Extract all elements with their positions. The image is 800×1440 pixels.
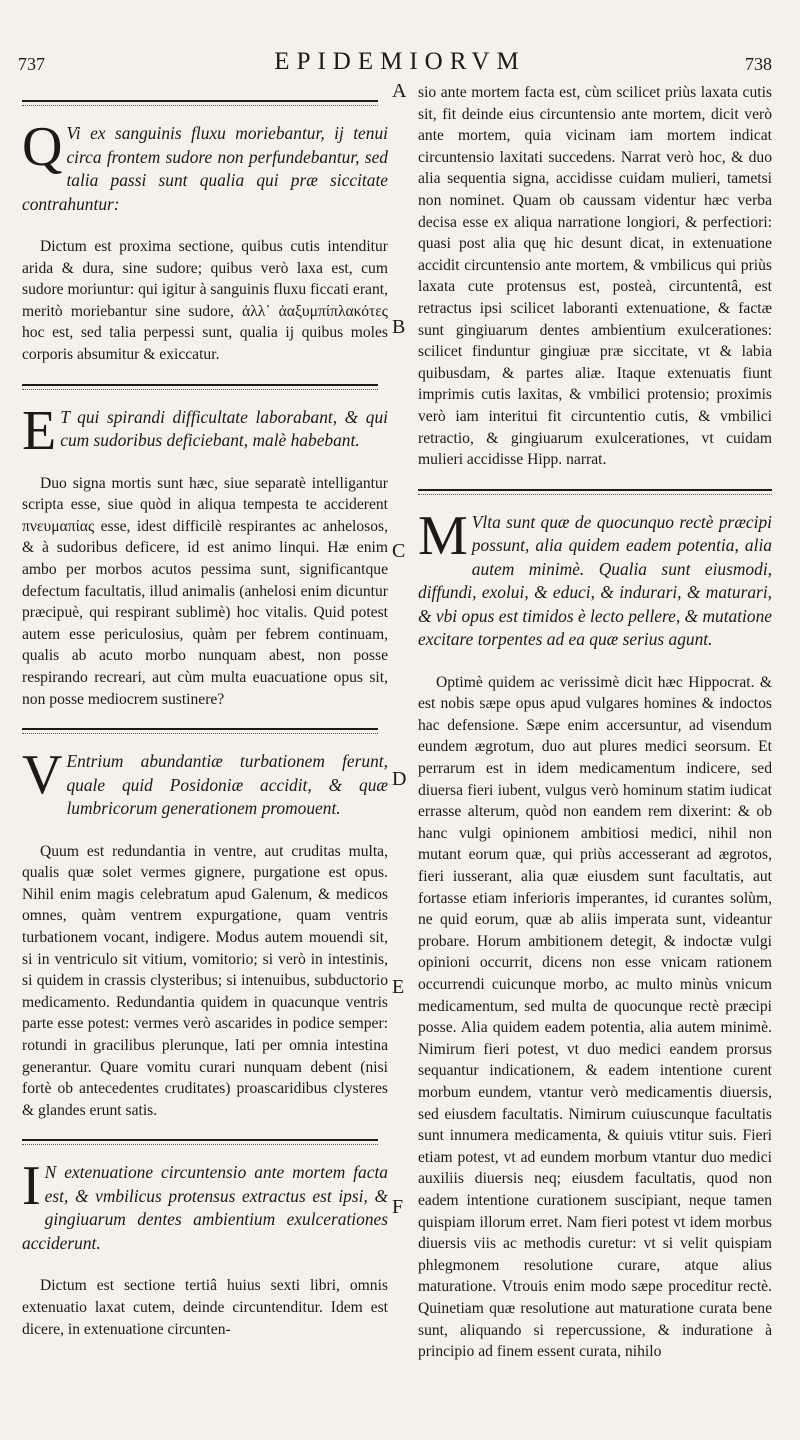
section-spirandi-difficultate <box>22 399 388 711</box>
lemma-text <box>22 1155 388 1255</box>
page-number-left: 737 <box>18 54 45 74</box>
commentary-paragraph: Duo signa mortis sunt hæc, siue separatè intelligantur scripta esse, siue quòd in aliqua tempesta te acciderent πνευμαπίας esse, idest difficilè respirantes ac anhelosos, & à sudoribus deficere, id est animo linqui. Hæ enim ambo per morbos acutos pessima sunt, significantque defectum facultatis, illud animalis (anhelosi enim dicuntur præcipuè, qui respirant sublimè) hoc vitalis. Quid potest autem esse periculosius, quàm per febrem continuam, qualis ab acuto morbo nunquam abest, non posse respirando recreari, aut cùm multa euacuatione opus sit, non posse mediocrem sustinere? <box>22 474 388 708</box>
commentary-paragraph: Dictum est sectione tertiâ huius sexti libri, omnis extenuatio laxat cutem, deinde circuntenditur. Idem est dicere, in extenuatione circunten- <box>22 1277 388 1338</box>
right-column <box>418 82 772 1422</box>
section-rule <box>22 728 378 730</box>
page-number-right: 738 <box>745 54 772 74</box>
lemma-body: T qui spirandi difficultate laborabant, & qui cum sudoribus deficiebant, malè habebant. <box>60 406 388 451</box>
margin-letter-f: F <box>392 1196 404 1218</box>
lemma-text <box>22 399 388 462</box>
drop-cap: V <box>22 744 63 807</box>
lemma-text <box>22 744 388 821</box>
section-rule <box>418 489 772 491</box>
left-column <box>22 82 388 1422</box>
margin-letter-a: A <box>392 80 407 102</box>
lemma-body: Vlta sunt quæ de quocunquo rectè præcipi possunt, alia quidem eadem potentia, alia autem minimè. Qualia sunt eiusmodi, diffundi, exolui, & educi, & indurari, & maturari, & vbi opus est timidos è lecto pellere, & mutatione excitare torpentes ad ea quæ serius agunt. <box>418 511 772 650</box>
drop-cap: M <box>418 504 468 567</box>
commentary-paragraph: Optimè quidem ac verissimè dicit hæc Hippocrat. & est nobis sæpe opus apud vulgares homines & indoctos hac defensione. Sæpe enim accersuntur, ad visendum eundem ægrotum, duo aut plures medici seorsum. Et perrarum est in idem medicamentum indicere, sed diuersa fieri iubent, vulgus verò hominum statim iudicat errasse alterum, quòd non eandem rem dixerint: & ob hanc vulgi opinionem ambitiosi medici, nihil non mutant eorum quæ, qui priùs accesserant ad ægrotos, fieri iusserant, alia quæ eiusdem sunt facultatis, aut fortasse etiam inferioris imperantes, id curantes solùm, ne quid eorum, quæ ab aliis imperata sunt, videantur probare. Horum ambitionem detegit, & indoctæ vulgi opinioni occurrit, dicens non esse vnicam rationem occurrendi cuicunque morbo, ac multo minùs vnicum medicamentum, sed multa de quocunque rectè præcipi posse. Alia quidem eadem potentia, alia autem minimè. Nimirum fieri potest, vt duo medici eandem prorsus sequantur indicationem, & eadem intentione curent morbum eundem, vtantur verò medicamentis diuersis, sed eiusdem facultatis. Nimirum cuiuscunque facultatis sunt innumera medicamenta, & quiuis vtitur suis. Fieri etiam potest, vt ad eundem morbum vtantur duo medici auxiliis diuersis neq; eiusdem facultatis, quod non eadem intentione curationem suscipiant, neque tamen quispiam illorum erret. Nam fieri potest vt idem morbus diuersis viis ac methodis curetur: vt si velit quispiam phlegmonem resolutione curare, atque alius maturatione. Vtrouis enim modo sæpe proceditur rectè. Quinetiam quæ resolutione aut maturatione curata bene sunt, aliquando si repercussione, & induratione à principio ad finem essent curata, nihilo <box>418 673 772 1361</box>
margin-letter-d: D <box>392 768 407 790</box>
section-extenuatione-continued <box>418 82 772 471</box>
lemma-text <box>22 116 388 216</box>
drop-cap: E <box>22 399 57 462</box>
commentary-paragraph: Quum est redundantia in ventre, aut cruditas multa, qualis quæ solet vermes gignere, purgatione est opus. Nihil enim magis celebratum apud Galenum, & medicos omnes, quàm ventrem expurgatione, quam ventris turbationem vocant, indigere. Modus autem mouendi sit, si in ventriculo sit vitium, vomitorio; si verò in intestinis, si quidem in crassis clysteribus; si intenuibus, subductorio medicamento. Redundantia quidem in quacunque ventris parte esse potest: vermes verò ascarides in podice semper: rotundi in gracilibus plerunque, lati per omnia intestina generantur. Quare vomitu curari nunquam debent (nisi fortè ob antecedentes cruditates) proascaridibus clysteres & glandes erunt satis. <box>22 842 388 1119</box>
section-multa-sunt <box>418 504 772 1363</box>
page-header <box>0 48 800 82</box>
section-rule <box>22 384 378 386</box>
lemma-body: N extenuatione circuntensio ante mortem facta est, & vmbilicus protensus extractus est ipsi, & gingiuarum dentes ambientium exulcerationes acciderunt. <box>22 1162 388 1253</box>
section-rule <box>22 100 378 102</box>
lemma-text <box>418 504 772 652</box>
commentary-paragraph: Dictum est proxima sectione, quibus cutis intenditur arida & dura, sine sudore; quibus verò laxa est, cum sudore moriuntur: qui igitur à sanguinis fluxu ficcati erant, meritò moriebantur sine sudore, ἀλλ᾽ ἀαξυμπίπλακότες hoc est, sed talia perpessi sunt, qualia ij quibus moles corporis absumitur & exiccatur. <box>22 238 388 363</box>
margin-letter-b: B <box>392 316 406 338</box>
section-extenuatione <box>22 1155 388 1340</box>
margin-letter-c: C <box>392 540 406 562</box>
drop-cap: Q <box>22 116 63 178</box>
section-ventrium-abundantia <box>22 744 388 1121</box>
lemma-body: Entrium abundantiæ turbationem ferunt, quale quid Posidoniæ accidit, & quæ lumbricorum generationem promouent. <box>66 751 388 819</box>
margin-letter-e: E <box>392 976 405 998</box>
section-sanguinis-fluxu <box>22 116 388 366</box>
drop-cap: I <box>22 1155 41 1218</box>
running-title: EPIDEMIORVM <box>274 48 526 75</box>
lemma-body: Vi ex sanguinis fluxu moriebantur, ij tenui circa frontem sudore non perfundebantur, sed talia passi sunt qualia qui præ siccitate contrahuntur: <box>22 123 388 214</box>
section-rule <box>22 1139 378 1141</box>
commentary-paragraph: sio ante mortem facta est, cùm scilicet priùs laxata cutis sit, fit deinde eius circuntensio ante mortem, dicit verò ante mortem, quia vicinam iam mortem indicat circuntensio laxitati succedens. Narrat verò hoc, & duo alia sequentia signa, accidisse cuidam mulieri, tametsi non nominet. Quam ob caussam videntur hæc verba decisa esse ex aliqua narratione longiori, & perfectiori: quasi post alia quę hic desunt dicat, in extenuatione accidit circuntensio ante mortem, & vmbilicus qui priùs laxata cute protensus est, posteà, circuntentâ, est retractus ipsi scilicet laboranti extenuatione, & factæ sunt gingiuarum dentes ambientium exulcerationes: scilicet finduntur gingiuæ præ siccitate, vt & labia quibusdam, & partes aliæ. Itaque extenuatis fiunt imprimis cutis laxitas, & vmbilici protensio; proximis verò iam interitui fit circuntentio cutis, & vmbilici retractio, & gingiuarum exulcerationes, vt cuidam mulieri accidisse Hipp. narrat. <box>418 84 772 469</box>
